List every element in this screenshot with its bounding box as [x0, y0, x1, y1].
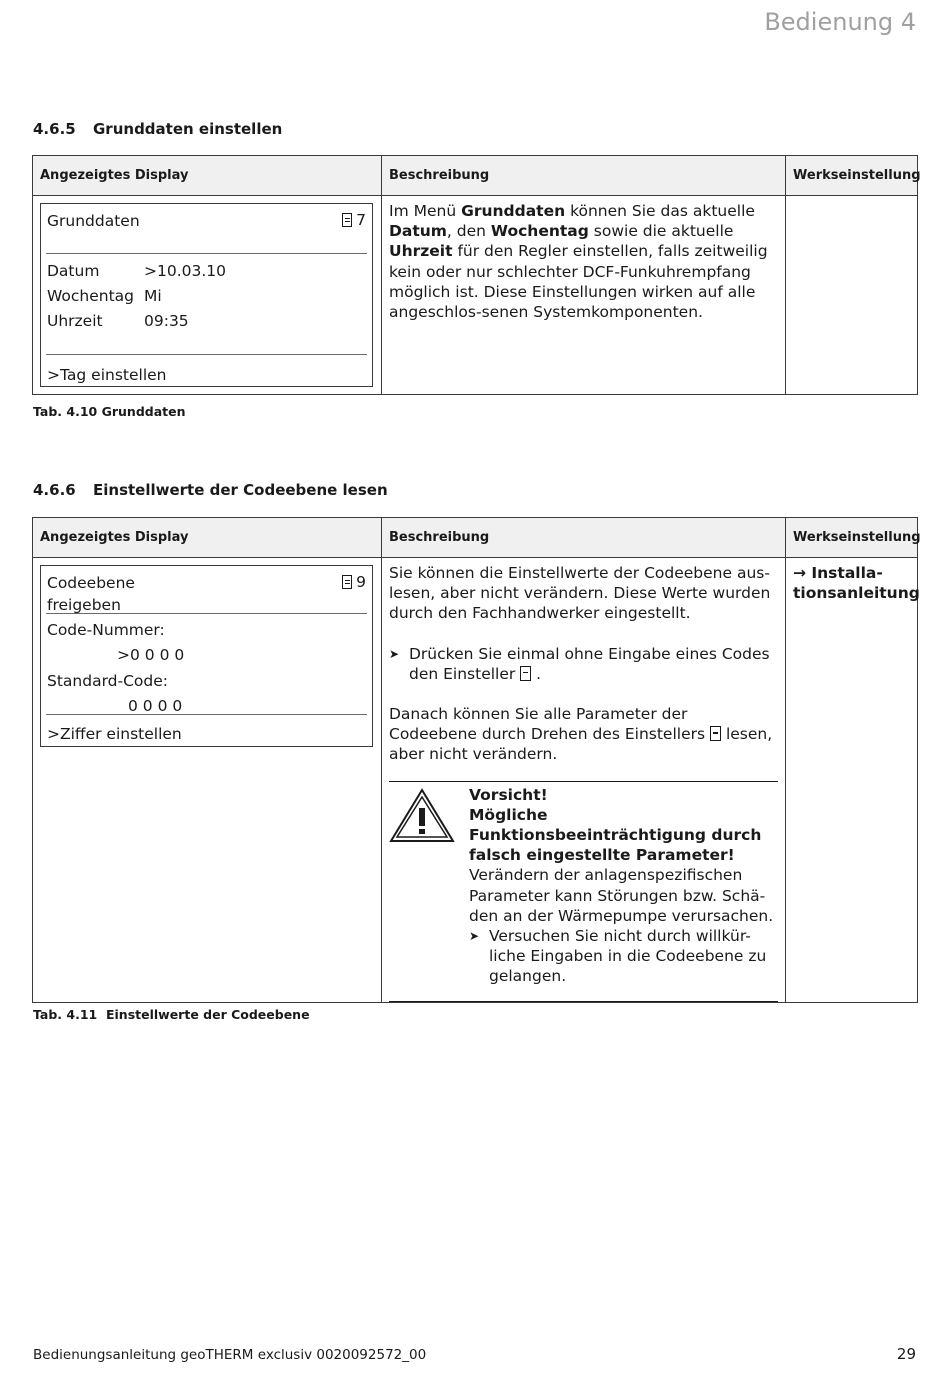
section-title: Einstellwerte der Codeebene lesen	[93, 481, 388, 499]
standard-code-label: Standard-Code:	[47, 672, 169, 690]
code-number-label: Code-Nummer:	[47, 621, 165, 639]
intro-paragraph: Sie können die Einstellwerte der Codeebene aus-lesen, aber nicht verändern. Diese Werte wurden durch den Fachhandwerker eingestellt.	[389, 564, 771, 623]
caption-text: Einstellwerte der Codeebene	[105, 1007, 310, 1022]
field-value-uhrzeit: 09:35	[144, 312, 189, 330]
display-divider	[46, 354, 367, 355]
display-title-line2: freigeben	[47, 596, 121, 614]
menu-number: 9	[356, 573, 366, 591]
grunddaten-table	[32, 155, 921, 395]
field-value-wochentag: Mi	[144, 287, 162, 305]
display-divider	[46, 613, 367, 614]
page-number: 29	[896, 1345, 916, 1363]
col-header-display: Angezeigtes Display	[33, 518, 382, 558]
display-footer-action: >Tag einstellen	[47, 366, 167, 384]
dial-knob-icon	[520, 666, 531, 681]
arrow-bullet-icon: ➤	[389, 646, 400, 661]
term-grunddaten: Grunddaten	[461, 202, 566, 220]
menu-number-indicator	[342, 211, 366, 229]
table-caption: Tab. 4.10 Grunddaten	[33, 404, 186, 419]
display-title-line1: Codeebene	[47, 574, 135, 592]
table-caption	[33, 1007, 310, 1022]
description-text: Im Menü Grunddaten können Sie das aktuelle Datum, den Wochentag sowie die aktuelle Uhrzeit für den Regler einstellen, falls zeitweilig kein oder nur schlechter DCF-Funkuhrempfang möglich ist. Diese Einstellungen wirken auf alle angeschlos-senen Systemkomponenten.	[389, 202, 768, 322]
display-screen-codeebene	[40, 565, 373, 747]
description-cell	[382, 558, 786, 1003]
display-cell	[33, 558, 382, 1003]
display-screen-grunddaten	[40, 203, 373, 387]
caption-number: Tab. 4.11	[33, 1007, 98, 1022]
section-heading-grunddaten	[33, 120, 282, 138]
field-label-datum: Datum	[47, 262, 100, 280]
col-header-description: Beschreibung	[382, 518, 786, 558]
default-cell	[786, 196, 918, 395]
field-label-uhrzeit: Uhrzeit	[47, 312, 103, 330]
term-uhrzeit: Uhrzeit	[389, 242, 453, 261]
term-datum: Datum	[389, 222, 447, 241]
section-number: 4.6.6	[33, 481, 76, 499]
display-footer-action: >Ziffer einstellen	[47, 725, 182, 743]
display-cell	[33, 196, 382, 395]
caution-text: Verändern der anlagenspezifischen Parameter kann Störungen bzw. Schä-den an der Wärmepumpe verursachen.	[469, 866, 774, 925]
menu-icon	[342, 575, 352, 589]
description-cell	[382, 196, 786, 395]
instruction-step: ➤ Drücken Sie einmal ohne Eingabe eines Codes den Einsteller .	[389, 644, 770, 683]
warning-triangle-icon	[389, 788, 455, 844]
section-number: 4.6.5	[33, 120, 76, 138]
standard-code-value: 0 0 0 0	[128, 697, 183, 715]
col-header-default: Werkseinstellung	[786, 518, 918, 558]
caution-subtitle: Mögliche Funktionsbeeinträchtigung durch falsch eingestellte Parameter!	[469, 805, 762, 865]
display-title: Grunddaten	[47, 212, 140, 230]
section-heading-codeebene	[33, 481, 388, 499]
display-divider	[46, 714, 367, 715]
default-value-link: → Installa-tionsanleitung	[793, 564, 920, 603]
arrow-bullet-icon: ➤	[469, 929, 480, 944]
code-number-value: >0 0 0 0	[117, 646, 185, 664]
col-header-default: Werkseinstellung	[786, 156, 918, 196]
field-value-datum: >10.03.10	[144, 262, 227, 280]
default-cell	[786, 558, 918, 1003]
footer-document-title: Bedienungsanleitung geoTHERM exclusiv 0020092572_00	[33, 1347, 427, 1363]
display-divider	[46, 253, 367, 254]
section-title: Grunddaten einstellen	[93, 120, 283, 138]
default-value	[786, 196, 917, 201]
col-header-display: Angezeigtes Display	[33, 156, 382, 196]
caution-title: Vorsicht!	[469, 785, 548, 804]
menu-number: 7	[356, 211, 366, 229]
description-text	[382, 558, 785, 1002]
field-label-wochentag: Wochentag	[47, 287, 135, 305]
menu-icon	[342, 213, 352, 227]
term-wochentag: Wochentag	[490, 222, 589, 241]
chapter-header: Bedienung 4	[764, 8, 916, 36]
caution-step: ➤ Versuchen Sie nicht durch willkür-liche Eingaben in die Codeebene zu gelangen.	[469, 927, 767, 986]
dial-knob-icon	[710, 726, 721, 741]
caution-notice	[389, 781, 778, 1002]
codeebene-table	[32, 517, 921, 1003]
after-paragraph: Danach können Sie alle Parameter der Codeebene durch Drehen des Einstellers lesen, aber nicht verändern.	[389, 705, 773, 764]
menu-number-indicator	[342, 573, 366, 591]
col-header-description: Beschreibung	[382, 156, 786, 196]
